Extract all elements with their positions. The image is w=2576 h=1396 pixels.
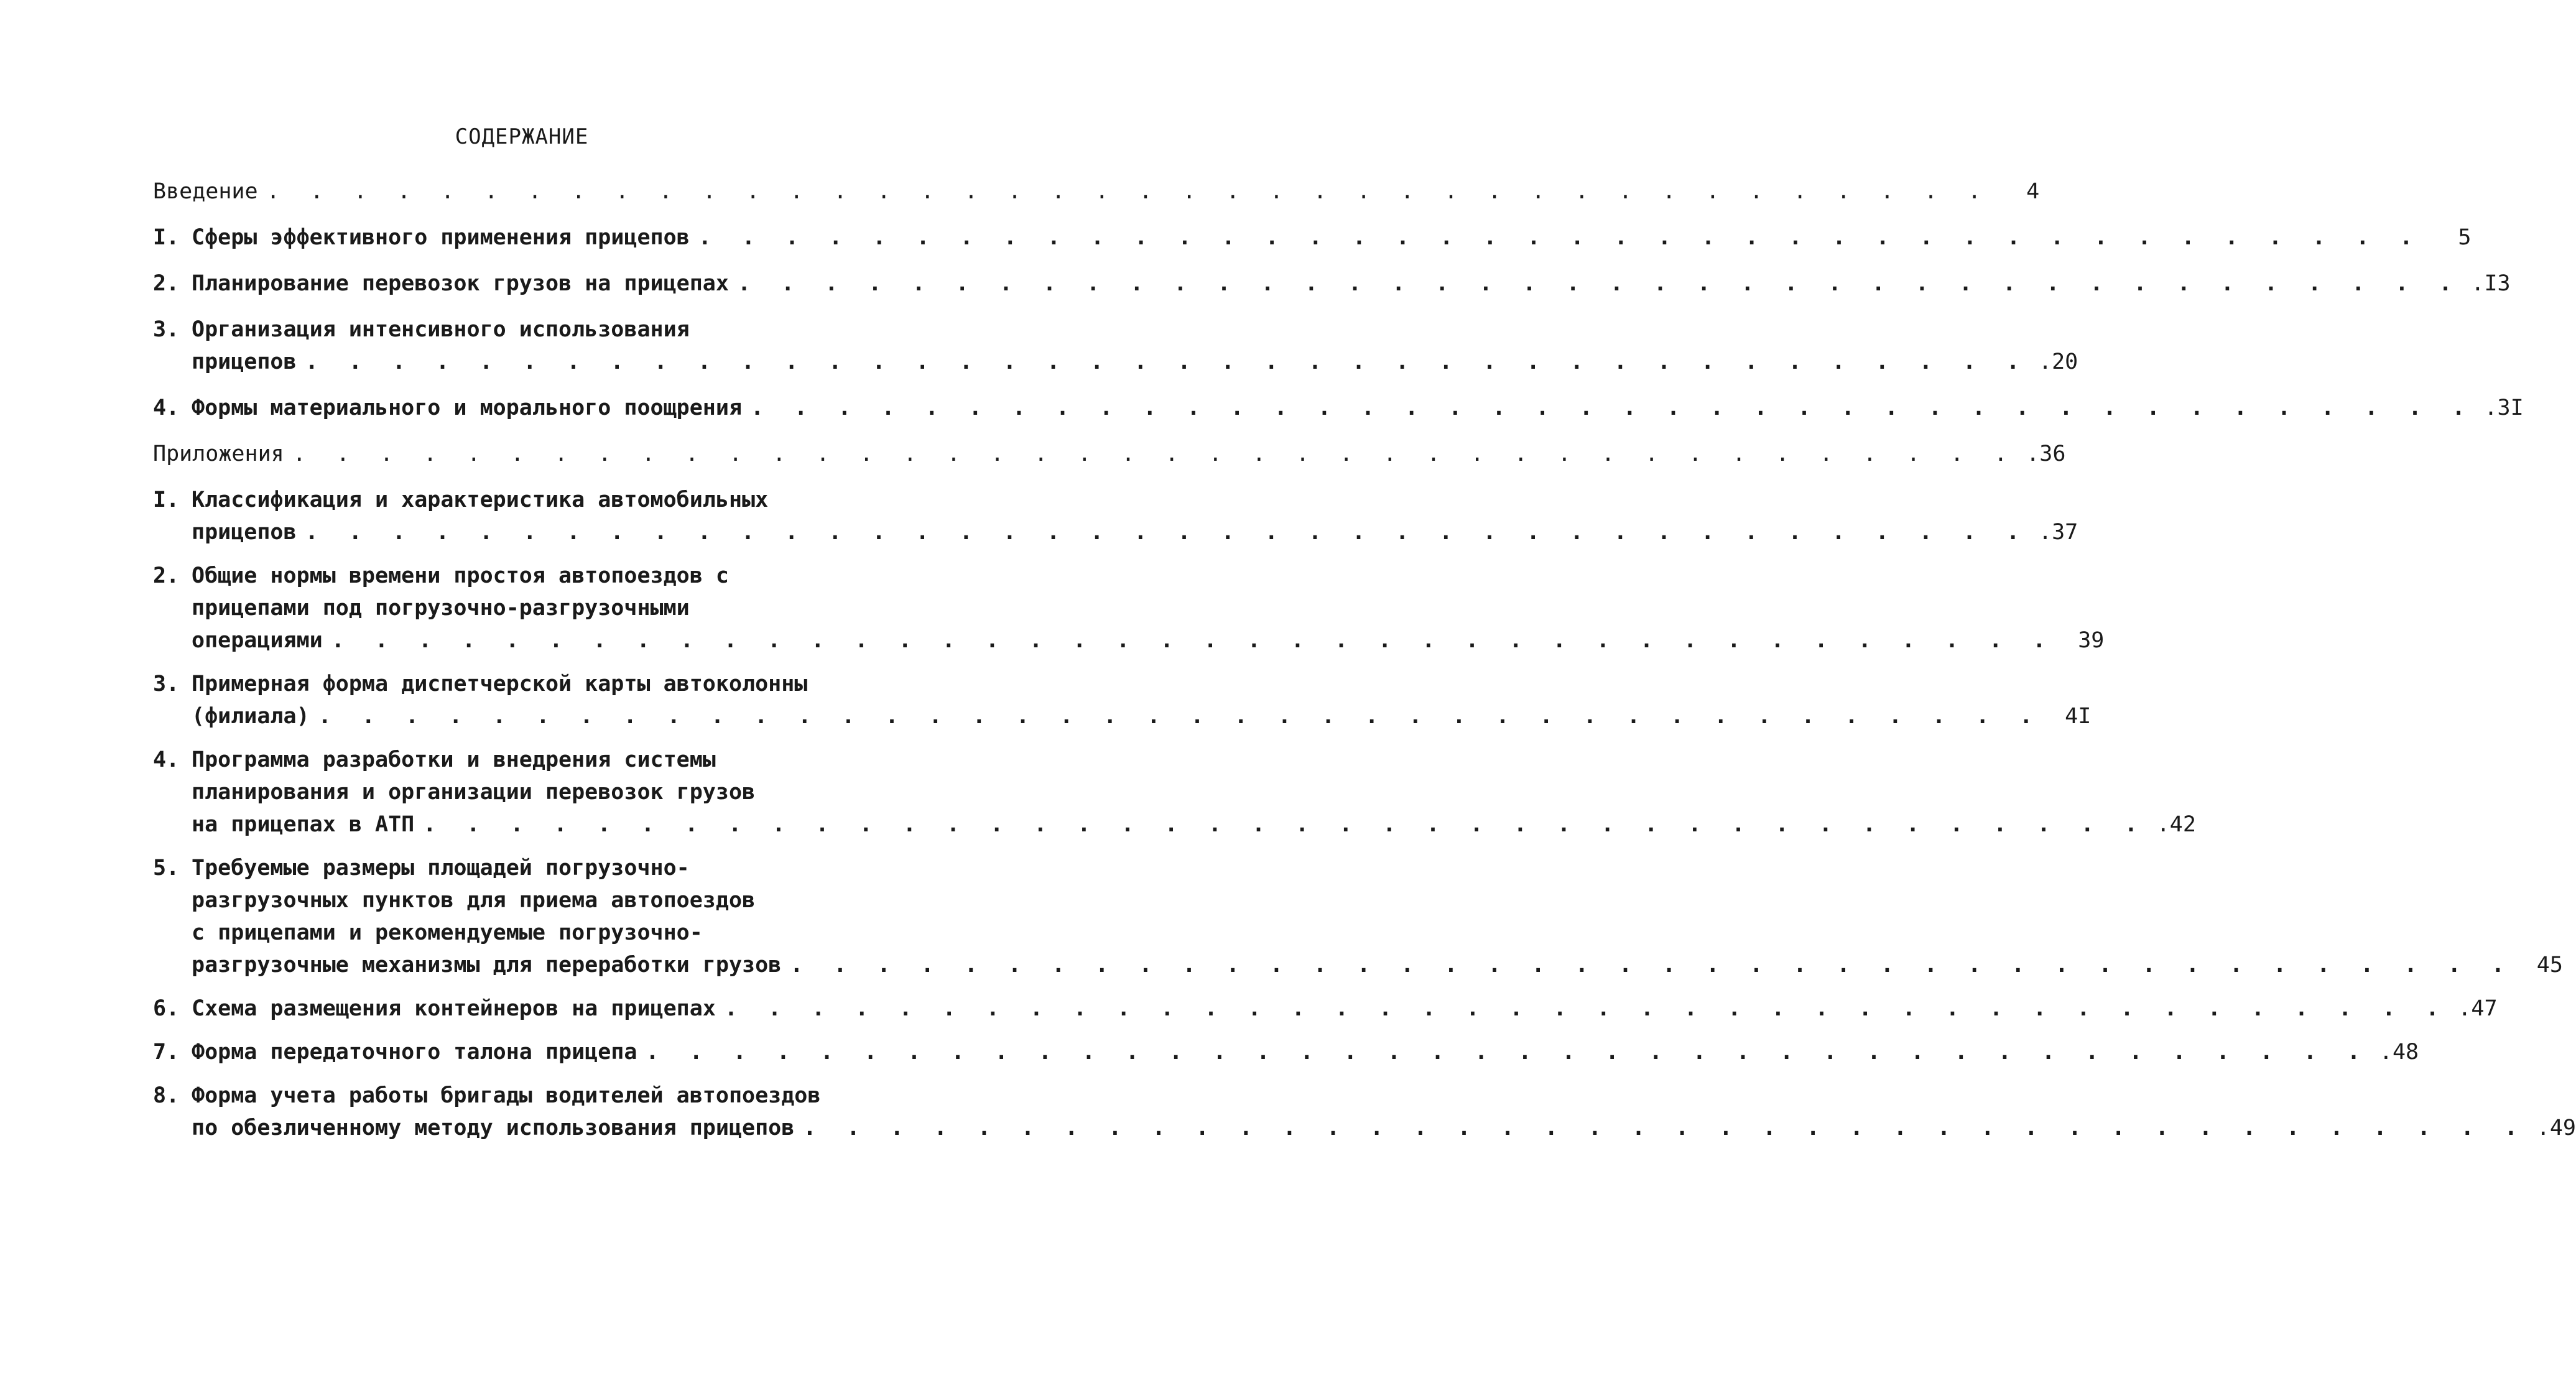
toc-entry [153,484,2078,548]
dot-leader: . . . . . . . . . . . . . . . . . . . . . . . . . . . . . . . . . . . . . . . . [698,225,2422,250]
toc-entry-text: Планирование перевозок грузов на прицепах [192,271,729,296]
toc-entry [153,1079,2576,1144]
dot-leader: . . . . . . . . . . . . . . . . . . . . . . . . . . . . . . . . . . . . . . . . [790,953,2513,978]
toc-entry-text: Общие нормы времени простоя автопоездов с [192,563,729,588]
toc-entry-line [153,438,2066,470]
toc-entry-body [192,560,2105,657]
toc-page-number: 39 [2078,628,2105,653]
toc-entry [153,668,2092,733]
toc-entry-number: 7. [153,1040,180,1065]
toc-entry [153,992,2498,1025]
toc-entry-body [192,267,2511,300]
dot-leader: . . . . . . . . . . . . . . . . . . . . . . . . . . . . . . . . . . . . . . . . [331,628,2055,653]
toc-page-number: .I3 [2471,271,2511,296]
toc-entry-line [192,560,887,592]
toc-entry-text: операциями [192,628,323,653]
toc-entry-body [192,313,2078,378]
toc-entry-text: Формы материального и морального поощрения [192,395,743,420]
page-title: СОДЕРЖАНИЕ [455,124,589,149]
toc-entry-line [192,313,887,346]
dot-leader: . . . . . . . . . . . . . . . . . . . . . . . . . . . . . . . . . . . . . . . . [646,1040,2370,1065]
toc-entry-line [153,175,2040,208]
toc-entry-line [192,346,2078,378]
toc-page-number: .20 [2039,349,2078,374]
toc-entry-text: прицепами под погрузочно-разгрузочными [192,596,690,621]
toc-entry-line [192,668,887,700]
toc-page-number: .47 [2458,996,2498,1021]
toc-entry-body [192,1036,2419,1068]
dot-leader: . . . . . . . . . . . . . . . . . . . . . . . . . . . . . . . . . . . . . . . . [751,395,2474,420]
toc-page-number: .49 [2536,1116,2576,1140]
toc-entry-line [192,1079,887,1112]
dot-leader: . . . . . . . . . . . . . . . . . . . . . . . . . . . . . . . . . . . . . . . . [737,271,2461,296]
toc-entry-line [192,744,887,776]
toc-page-number: 4I [2065,704,2092,729]
toc-entry-text: планирования и организации перевозок грузов [192,780,756,805]
dot-leader: . . . . . . . . . . . . . . . . . . . . . . . . . . . . . . . . . . . . . . . . [305,349,2029,374]
toc-entry-body [153,175,2040,208]
toc-entry-number: 2. [153,271,180,296]
toc-entry-text: по обезличенному методу использования прицепов [192,1116,795,1140]
toc-entry-number: I. [153,488,180,512]
toc-entry-number: 8. [153,1083,180,1108]
toc-entry-body [192,668,2092,733]
toc-entry-number: 3. [153,317,180,342]
toc-entry-body [192,744,2196,841]
toc-entry-body [192,484,2078,548]
toc-entry [153,221,2472,254]
toc-entry-text: прицепов [192,349,297,374]
toc-entry-line [192,221,2472,254]
toc-entry-line [192,1036,2419,1068]
dot-leader: . . . . . . . . . . . . . . . . . . . . . . . . . . . . . . . . . . . . . . . . [266,179,1990,204]
toc-entry-text: Форма учета работы бригады водителей автопоездов [192,1083,821,1108]
toc-entry-line [192,592,887,624]
toc-entry-text: Схема размещения контейнеров на прицепах [192,996,716,1021]
toc-entry [153,744,2196,841]
toc-entry-number: 4. [153,395,180,420]
toc-page-number: .3I [2484,395,2524,420]
toc-entry-number: 6. [153,996,180,1021]
table-of-contents [153,175,2576,1144]
toc-entry [153,1036,2419,1068]
toc-entry-text: прицепов [192,520,297,545]
toc-entry-text: Примерная форма диспетчерской карты автоколонны [192,672,808,696]
dot-leader: . . . . . . . . . . . . . . . . . . . . . . . . . . . . . . . . . . . . . . . . [803,1116,2526,1140]
toc-entry-body [192,992,2498,1025]
toc-page-number: .42 [2156,812,2196,837]
toc-entry-line [192,808,2196,841]
toc-page-number: .36 [2026,441,2066,466]
toc-entry [153,392,2524,424]
toc-entry-number: 2. [153,563,180,588]
toc-entry-line [192,949,2563,981]
toc-page-number: 5 [2458,225,2472,250]
toc-entry-line [192,992,2498,1025]
toc-entry [153,313,2078,378]
toc-entry-body [153,438,2066,470]
dot-leader: . . . . . . . . . . . . . . . . . . . . . . . . . . . . . . . . . . . . . . . . [305,520,2029,545]
toc-entry-text: Введение [153,179,258,204]
toc-entry-text: Классификация и характеристика автомобильных [192,488,769,512]
toc-entry-line [192,267,2511,300]
toc-entry-body [192,392,2524,424]
toc-entry-text: Организация интенсивного использования [192,317,690,342]
toc-entry-line [192,392,2524,424]
toc-entry [153,175,2040,208]
toc-entry [153,267,2511,300]
toc-entry-line [192,917,887,949]
toc-entry [153,852,2563,981]
toc-entry-body [192,221,2472,254]
toc-page-number: 45 [2536,953,2563,978]
toc-entry-line [192,884,887,917]
toc-entry-number: 3. [153,672,180,696]
dot-leader: . . . . . . . . . . . . . . . . . . . . . . . . . . . . . . . . . . . . . . . . [292,441,2016,466]
toc-entry-line [192,700,2092,733]
toc-entry-text: Сферы эффективного применения прицепов [192,225,690,250]
toc-page-number: .48 [2379,1040,2419,1065]
toc-entry-body [192,852,2563,981]
toc-entry-text: с прицепами и рекомендуемые погрузочно- [192,920,703,945]
toc-entry-text: Требуемые размеры площадей погрузочно- [192,856,690,881]
toc-entry-text: Программа разработки и внедрения системы [192,747,716,772]
toc-page-number: 4 [2026,179,2040,204]
toc-entry-number: 4. [153,747,180,772]
toc-entry-body [192,1079,2576,1144]
dot-leader: . . . . . . . . . . . . . . . . . . . . . . . . . . . . . . . . . . . . . . . . [318,704,2042,729]
toc-entry-text: Форма передаточного талона прицепа [192,1040,637,1065]
toc-entry [153,560,2105,657]
toc-entry [153,438,2066,470]
toc-entry-text: разгрузочных пунктов для приема автопоездов [192,888,756,913]
toc-entry-text: (филиала) [192,704,310,729]
toc-entry-text: разгрузочные механизмы для переработки грузов [192,953,782,978]
toc-entry-line [192,624,2105,657]
toc-entry-number: 5. [153,856,180,881]
toc-page-number: .37 [2039,520,2078,545]
toc-entry-line [192,1112,2576,1144]
toc-entry-text: на прицепах в АТП [192,812,415,837]
dot-leader: . . . . . . . . . . . . . . . . . . . . . . . . . . . . . . . . . . . . . . . . [423,812,2146,837]
toc-entry-text: Приложения [153,441,284,466]
dot-leader: . . . . . . . . . . . . . . . . . . . . . . . . . . . . . . . . . . . . . . . . [724,996,2448,1021]
toc-entry-line [192,484,887,516]
toc-entry-number: I. [153,225,180,250]
toc-entry-line [192,852,887,884]
toc-entry-line [192,516,2078,548]
toc-entry-line [192,776,887,808]
